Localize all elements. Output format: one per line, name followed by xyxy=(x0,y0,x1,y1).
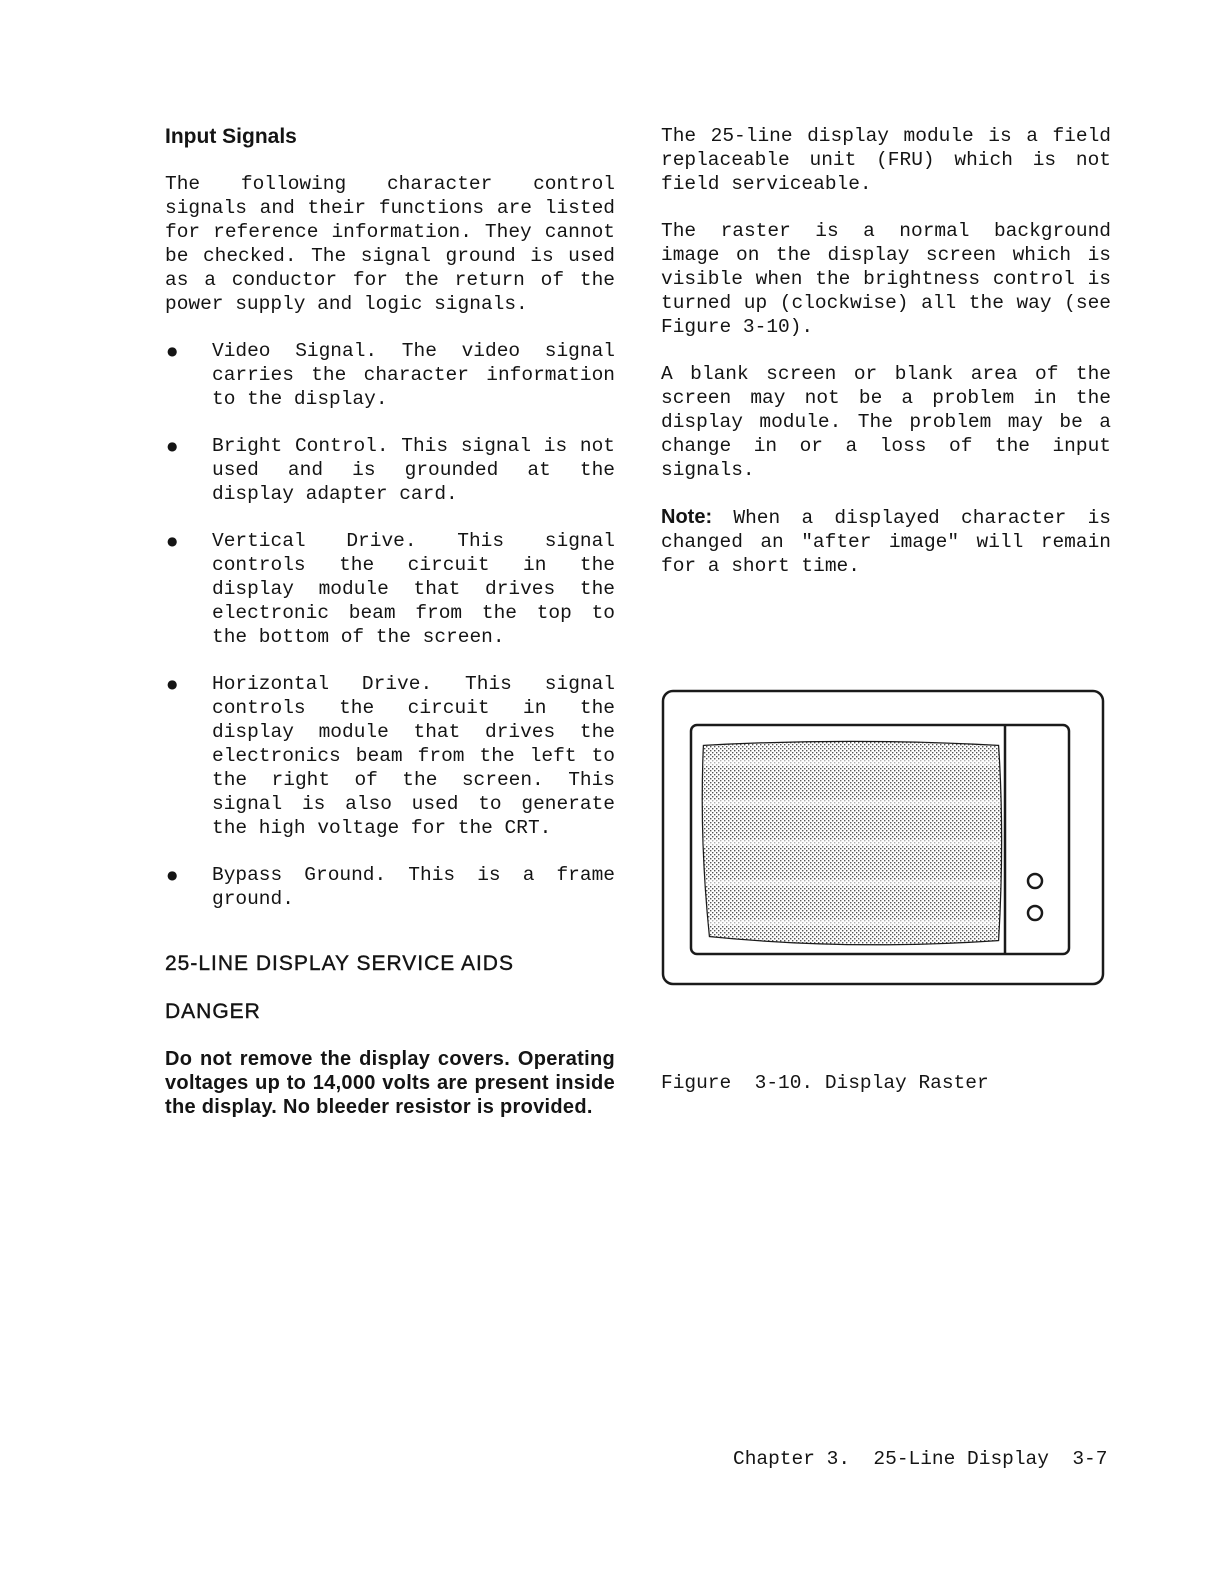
bullet-icon: ● xyxy=(167,439,178,453)
intro-paragraph: The following character control signals and their functions are listed for reference information. They cannot be checked. The signal ground is used as a conductor for the return of the power supply and logic signals. xyxy=(165,173,615,315)
list-item-text: Horizontal Drive. This signal controls the circuit in the display module that drives the electronics beam from the left to the right of the screen. This signal is also used to generate the high voltage for the CRT. xyxy=(212,673,615,839)
raster-paragraph: The raster is a normal background image on the display screen which is visible when the brightness control is turned up (clockwise) all the way (see Figure 3-10). xyxy=(661,220,1111,338)
list-item xyxy=(165,434,615,506)
bullet-icon: ● xyxy=(167,677,178,691)
note-label: Note: xyxy=(661,506,713,528)
list-item-text: Bypass Ground. This is a frame ground. xyxy=(212,864,615,910)
raster-pattern xyxy=(700,736,1005,951)
list-item-text: Video Signal. The video signal carries the character information to the display. xyxy=(212,340,615,410)
list-item-text: Bright Control. This signal is not used and is grounded at the display adapter card. xyxy=(212,435,615,505)
note-text: When a displayed character is changed an "after image" will remain for a short time. xyxy=(661,507,1112,577)
list-item-text: Vertical Drive. This signal controls the circuit in the display module that drives the electronic beam from the top to the bottom of the screen. xyxy=(212,530,615,648)
bullet-icon: ● xyxy=(167,534,178,548)
list-item xyxy=(165,672,615,840)
display-raster-figure xyxy=(660,688,1106,988)
knob-icon xyxy=(1028,906,1042,920)
list-item xyxy=(165,863,615,911)
note-paragraph xyxy=(661,505,1111,578)
list-item xyxy=(165,339,615,411)
left-column xyxy=(165,124,615,1119)
list-item xyxy=(165,529,615,649)
fru-paragraph: The 25-line display module is a field replaceable unit (FRU) which is not field serviceable. xyxy=(661,125,1111,195)
service-aids-heading: 25-LINE DISPLAY SERVICE AIDS xyxy=(165,952,514,975)
figure-caption: Figure 3-10. Display Raster xyxy=(661,1072,989,1094)
right-column xyxy=(661,124,1111,578)
signal-list xyxy=(165,339,615,911)
page-footer: Chapter 3. 25-Line Display 3-7 xyxy=(733,1448,1108,1470)
blank-screen-paragraph: A blank screen or blank area of the screen may not be a problem in the display module. The problem may be a change in or a loss of the input signals. xyxy=(661,363,1111,481)
danger-heading: DANGER xyxy=(165,1000,261,1023)
input-signals-heading: Input Signals xyxy=(165,125,297,148)
bullet-icon: ● xyxy=(167,868,178,882)
monitor-illustration xyxy=(660,688,1106,988)
knob-icon xyxy=(1028,874,1042,888)
bullet-icon: ● xyxy=(167,344,178,358)
danger-warning: Do not remove the display covers. Operating voltages up to 14,000 volts are present inside the display. No bleeder resistor is provided. xyxy=(165,1048,615,1118)
